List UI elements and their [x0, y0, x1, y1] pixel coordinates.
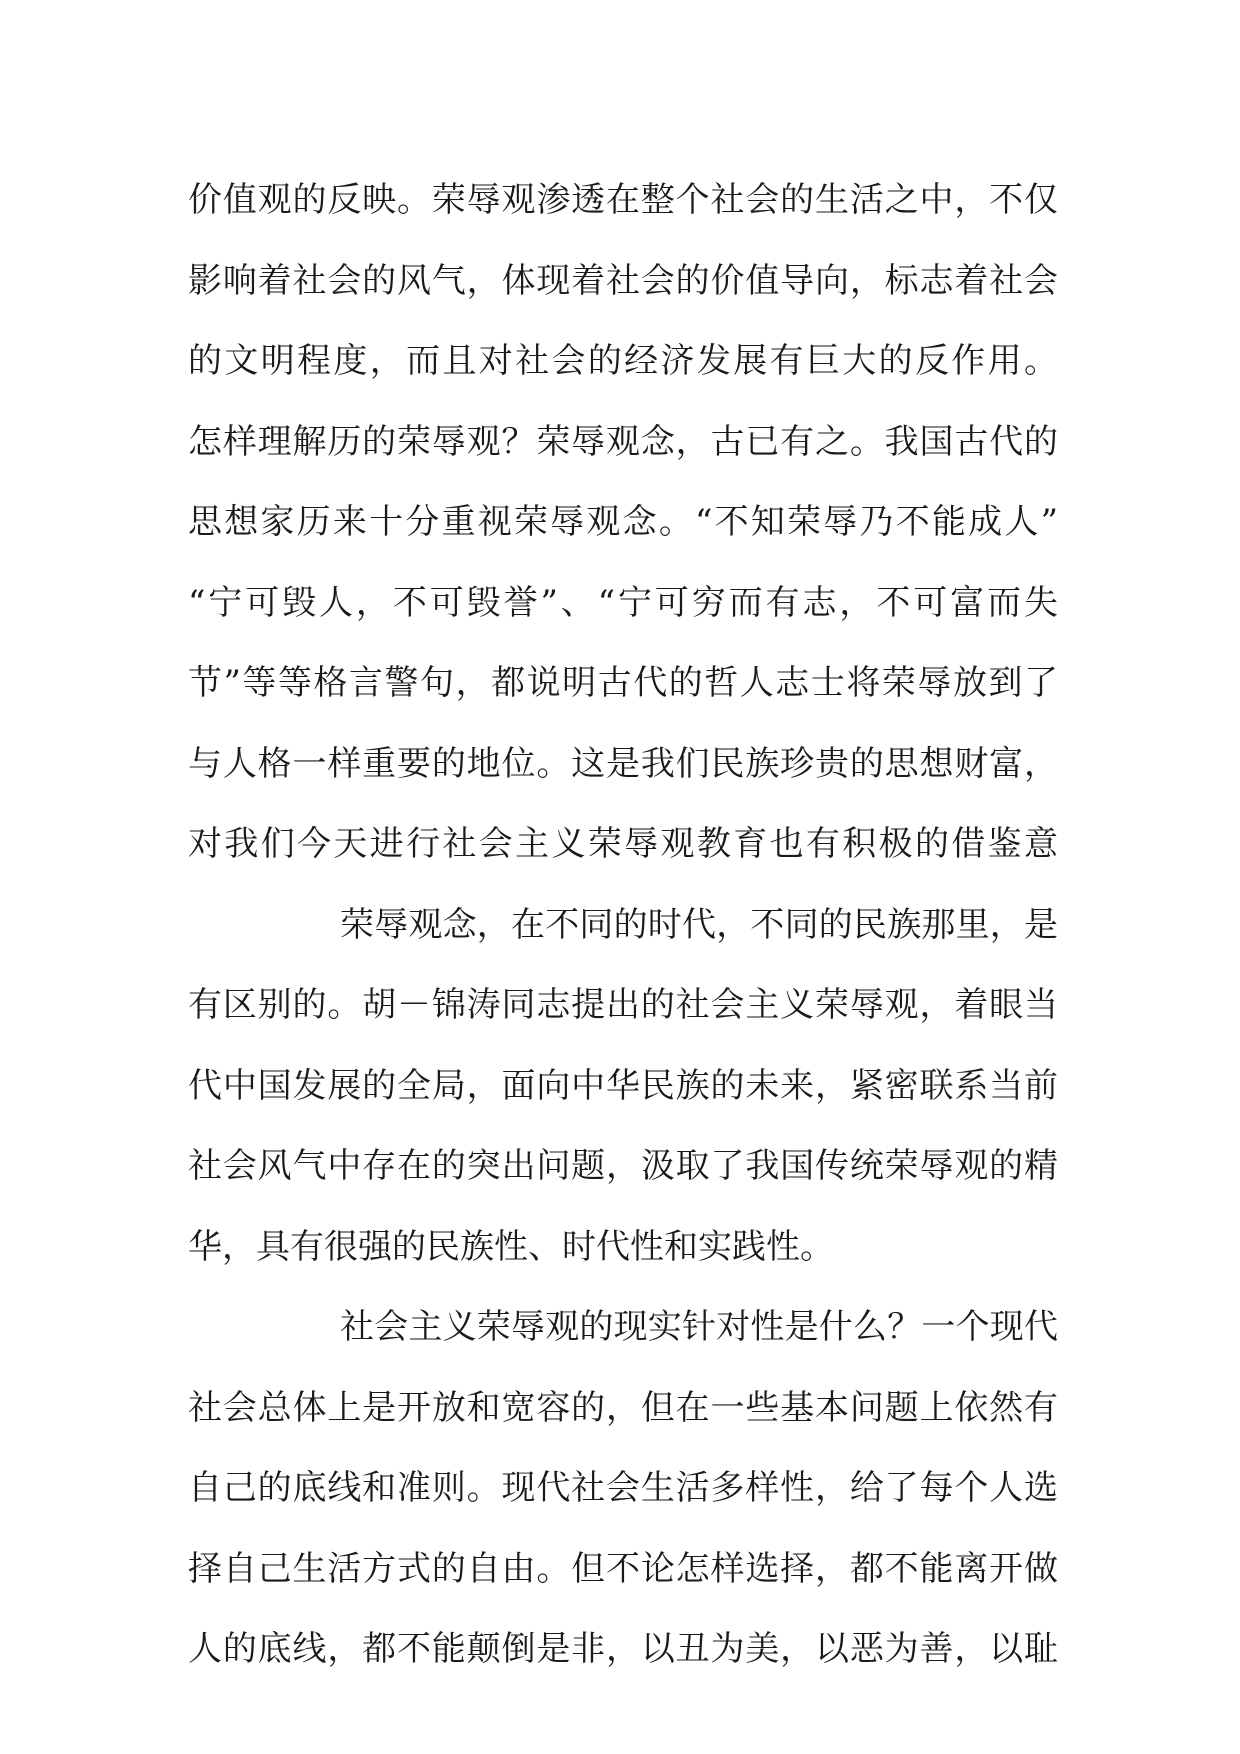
text-line: 节”等等格言警句，都说明古代的哲人志士将荣辱放到了	[188, 663, 1058, 703]
text-line: 择自己生活方式的自由。但不论怎样选择，都不能离开做	[188, 1548, 1058, 1589]
text-line: “宁可毁人，不可毁誉”、“宁可穷而有志，不可富而失	[188, 582, 1058, 623]
text-line: 自己的底线和准则。现代社会生活多样性，给了每个人选	[188, 1468, 1058, 1508]
text-line: 怎样理解历的荣辱观？荣辱观念，古已有之。我国古代的	[188, 421, 1058, 462]
text-line: 的文明程度，而且对社会的经济发展有巨大的反作用。	[188, 341, 1058, 381]
text-line: 影响着社会的风气，体现着社会的价值导向，标志着社会	[188, 260, 1058, 301]
text-line: 对我们今天进行社会主义荣辱观教育也有积极的借鉴意	[188, 824, 1058, 864]
text-line: 社会风气中存在的突出问题，汲取了我国传统荣辱观的精	[188, 1146, 1058, 1186]
paragraph-first-line: 社会主义荣辱观的现实针对性是什么？一个现代	[340, 1307, 1058, 1347]
text-line: 社会总体上是开放和宽容的，但在一些基本问题上依然有	[188, 1387, 1058, 1428]
text-line: 人的底线，都不能颠倒是非，以丑为美，以恶为善，以耻	[188, 1629, 1058, 1669]
paragraph-first-line: 荣辱观念，在不同的时代，不同的民族那里，是	[340, 904, 1058, 945]
paragraph-last-line: 华，具有很强的民族性、时代性和实践性。	[188, 1226, 834, 1267]
text-line: 价值观的反映。荣辱观渗透在整个社会的生活之中，不仅	[188, 180, 1058, 220]
text-line: 与人格一样重要的地位。这是我们民族珍贵的思想财富，	[188, 743, 1058, 784]
text-line: 有区别的。胡－锦涛同志提出的社会主义荣辱观，着眼当	[188, 985, 1058, 1025]
text-line: 思想家历来十分重视荣辱观念。“不知荣辱乃不能成人”	[188, 502, 1058, 542]
text-line: 代中国发展的全局，面向中华民族的未来，紧密联系当前	[188, 1065, 1058, 1106]
body-text	[188, 160, 1058, 1690]
